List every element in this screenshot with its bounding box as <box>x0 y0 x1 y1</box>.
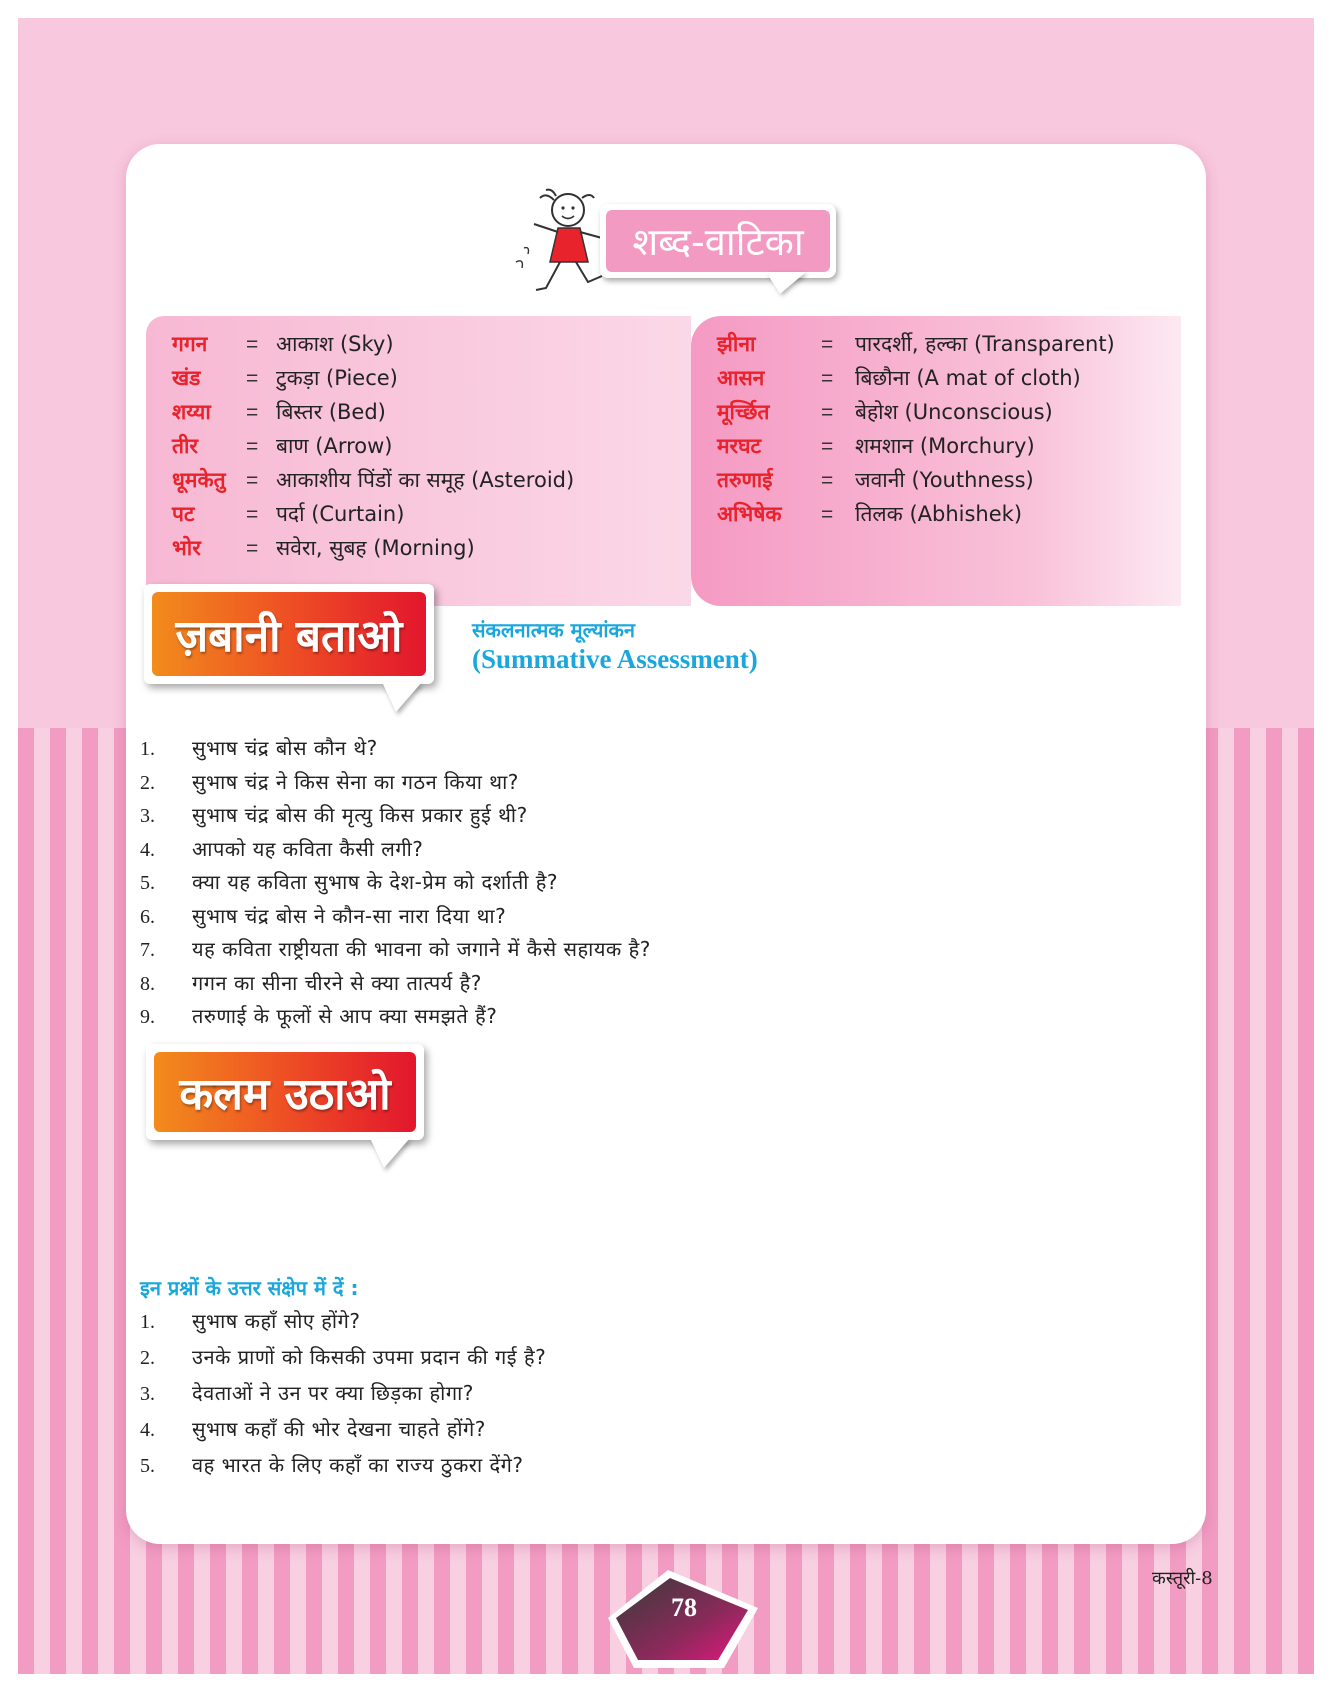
written-banner-fill <box>154 1052 416 1132</box>
vocab-row <box>172 330 394 364</box>
question-row <box>140 1002 1140 1036</box>
vocab-definition: बिछौना (A mat of cloth) <box>855 366 1081 390</box>
vocab-panel-left <box>146 316 691 606</box>
vocab-equals: = <box>246 401 259 424</box>
question-text: उनके प्राणों को किसकी उपमा प्रदान की गई है? <box>192 1345 547 1369</box>
vocab-equals: = <box>821 469 834 492</box>
vocab-term: आसन <box>717 366 765 390</box>
question-text: सुभाष कहाँ की भोर देखना चाहते होंगे? <box>192 1417 486 1441</box>
question-text: गगन का सीना चीरने से क्या तात्पर्य है? <box>192 970 482 995</box>
content-card <box>126 144 1206 1544</box>
question-row <box>140 1451 1140 1487</box>
question-row <box>140 1343 1140 1379</box>
title-badge <box>600 204 836 278</box>
vocab-term: शय्या <box>172 400 211 424</box>
vocab-term: झीना <box>717 332 756 356</box>
question-number: 5. <box>140 1455 155 1477</box>
question-text: सुभाष चंद्र ने किस सेना का गठन किया था? <box>192 769 519 794</box>
question-row <box>140 1307 1140 1343</box>
vocab-row <box>717 330 1115 364</box>
question-row <box>140 801 1140 835</box>
question-text: सुभाष चंद्र बोस की मृत्यु किस प्रकार हुई थी? <box>192 803 528 827</box>
vocab-term: मरघट <box>717 434 762 458</box>
question-row <box>140 835 1140 869</box>
question-number: 2. <box>140 1347 155 1369</box>
vocab-definition: आकाशीय पिंडों का समूह (Asteroid) <box>276 468 575 492</box>
vocab-term: अभिषेक <box>717 502 782 526</box>
page-number: 78 <box>671 1593 697 1622</box>
vocab-equals: = <box>246 469 259 492</box>
vocab-term: धूमकेतु <box>172 468 226 492</box>
question-row <box>140 868 1140 902</box>
question-number: 4. <box>140 838 155 861</box>
written-banner <box>146 1044 424 1140</box>
vocab-equals: = <box>821 367 834 390</box>
question-number: 4. <box>140 1419 155 1441</box>
question-text: सुभाष कहाँ सोए होंगे? <box>192 1309 361 1333</box>
vocab-term: गगन <box>172 332 208 356</box>
vocab-row <box>172 432 393 466</box>
vocab-definition: बिस्तर (Bed) <box>276 400 386 424</box>
question-row <box>140 1415 1140 1451</box>
vocab-definition: बेहोश (Unconscious) <box>855 400 1053 424</box>
question-number: 3. <box>140 1383 155 1405</box>
assessment-label-hindi: संकलनात्मक मूल्यांकन <box>472 618 635 642</box>
question-text: वह भारत के लिए कहाँ का राज्य ठुकरा देंगे? <box>192 1453 524 1477</box>
question-number: 5. <box>140 872 155 894</box>
vocab-definition: आकाश (Sky) <box>276 332 394 356</box>
written-banner-tail <box>370 1138 410 1168</box>
vocab-term: तीर <box>172 434 198 458</box>
question-row <box>140 1379 1140 1415</box>
vocab-equals: = <box>821 401 834 424</box>
page-title: शब्द-वाटिका <box>632 220 804 264</box>
vocab-row <box>717 398 1053 432</box>
vocab-row <box>172 364 398 398</box>
question-number: 1. <box>140 1311 155 1333</box>
vocab-equals: = <box>821 333 834 356</box>
title-badge-tail <box>766 272 806 294</box>
written-instruction: इन प्रश्नों के उत्तर संक्षेप में दें : <box>140 1276 359 1300</box>
vocab-equals: = <box>821 503 834 526</box>
vocab-equals: = <box>246 435 259 458</box>
vocab-definition: जवानी (Youthness) <box>855 468 1034 492</box>
oral-banner-tail <box>382 682 422 712</box>
vocab-equals: = <box>246 367 259 390</box>
vocab-definition: पर्दा (Curtain) <box>276 502 405 526</box>
question-text: सुभाष चंद्र बोस कौन थे? <box>192 736 378 760</box>
vocab-term: मूर्च्छित <box>717 400 770 424</box>
vocab-equals: = <box>821 435 834 458</box>
question-text: सुभाष चंद्र बोस ने कौन-सा नारा दिया था? <box>192 903 507 928</box>
oral-banner-title: ज़बानी बताओ <box>175 611 403 662</box>
question-row <box>140 969 1140 1003</box>
vocab-term: खंड <box>172 366 201 390</box>
oral-question-list <box>140 734 1140 1036</box>
question-number: 8. <box>140 972 155 995</box>
vocab-equals: = <box>246 333 259 356</box>
question-text: यह कविता राष्ट्रीयता की भावना को जगाने में कैसे सहायक है? <box>192 937 651 961</box>
assessment-label-english: (Summative Assessment) <box>472 644 758 674</box>
question-row <box>140 734 1140 768</box>
vocab-definition: तिलक (Abhishek) <box>855 502 1023 526</box>
vocab-definition: टुकड़ा (Piece) <box>276 366 398 390</box>
vocab-definition: सवेरा, सुबह (Morning) <box>276 536 475 560</box>
vocab-definition: पारदर्शी, हल्का (Transparent) <box>855 332 1115 356</box>
oral-banner-fill <box>152 592 426 676</box>
question-row <box>140 935 1140 969</box>
vocab-equals: = <box>246 503 259 526</box>
question-row <box>140 768 1140 802</box>
vocab-row <box>172 534 475 568</box>
vocab-row <box>717 432 1035 466</box>
question-text: क्या यह कविता सुभाष के देश-प्रेम को दर्शाती है? <box>192 870 559 894</box>
question-text: देवताओं ने उन पर क्या छिड़का होगा? <box>192 1381 474 1405</box>
question-text: तरुणाई के फूलों से आप क्या समझते हैं? <box>192 1004 498 1028</box>
question-number: 3. <box>140 805 155 827</box>
vocab-term: पट <box>172 502 195 526</box>
question-number: 6. <box>140 905 155 928</box>
oral-banner <box>144 584 434 684</box>
question-number: 7. <box>140 939 155 961</box>
vocab-row <box>172 500 404 534</box>
vocab-row <box>172 398 386 432</box>
page-number-badge <box>604 1564 762 1674</box>
vocab-row <box>717 466 1034 500</box>
vocab-row <box>717 364 1081 398</box>
vocab-equals: = <box>246 537 259 560</box>
vocab-definition: शमशान (Morchury) <box>855 434 1035 458</box>
title-badge-fill <box>606 210 830 272</box>
vocab-term: तरुणाई <box>717 468 773 492</box>
vocab-row <box>172 466 574 500</box>
question-row <box>140 902 1140 936</box>
vocab-term: भोर <box>172 536 201 560</box>
written-banner-title: कलम उठाओ <box>179 1069 391 1120</box>
question-number: 9. <box>140 1006 155 1028</box>
book-name: कस्तूरी-8 <box>1152 1568 1213 1589</box>
written-question-list <box>140 1307 1140 1487</box>
vocab-panel-right <box>691 316 1181 606</box>
vocab-definition: बाण (Arrow) <box>276 434 393 458</box>
question-number: 2. <box>140 771 155 794</box>
page-frame <box>18 18 1314 1674</box>
vocab-row <box>717 500 1022 534</box>
question-number: 1. <box>140 738 155 760</box>
question-text: आपको यह कविता कैसी लगी? <box>192 836 424 861</box>
